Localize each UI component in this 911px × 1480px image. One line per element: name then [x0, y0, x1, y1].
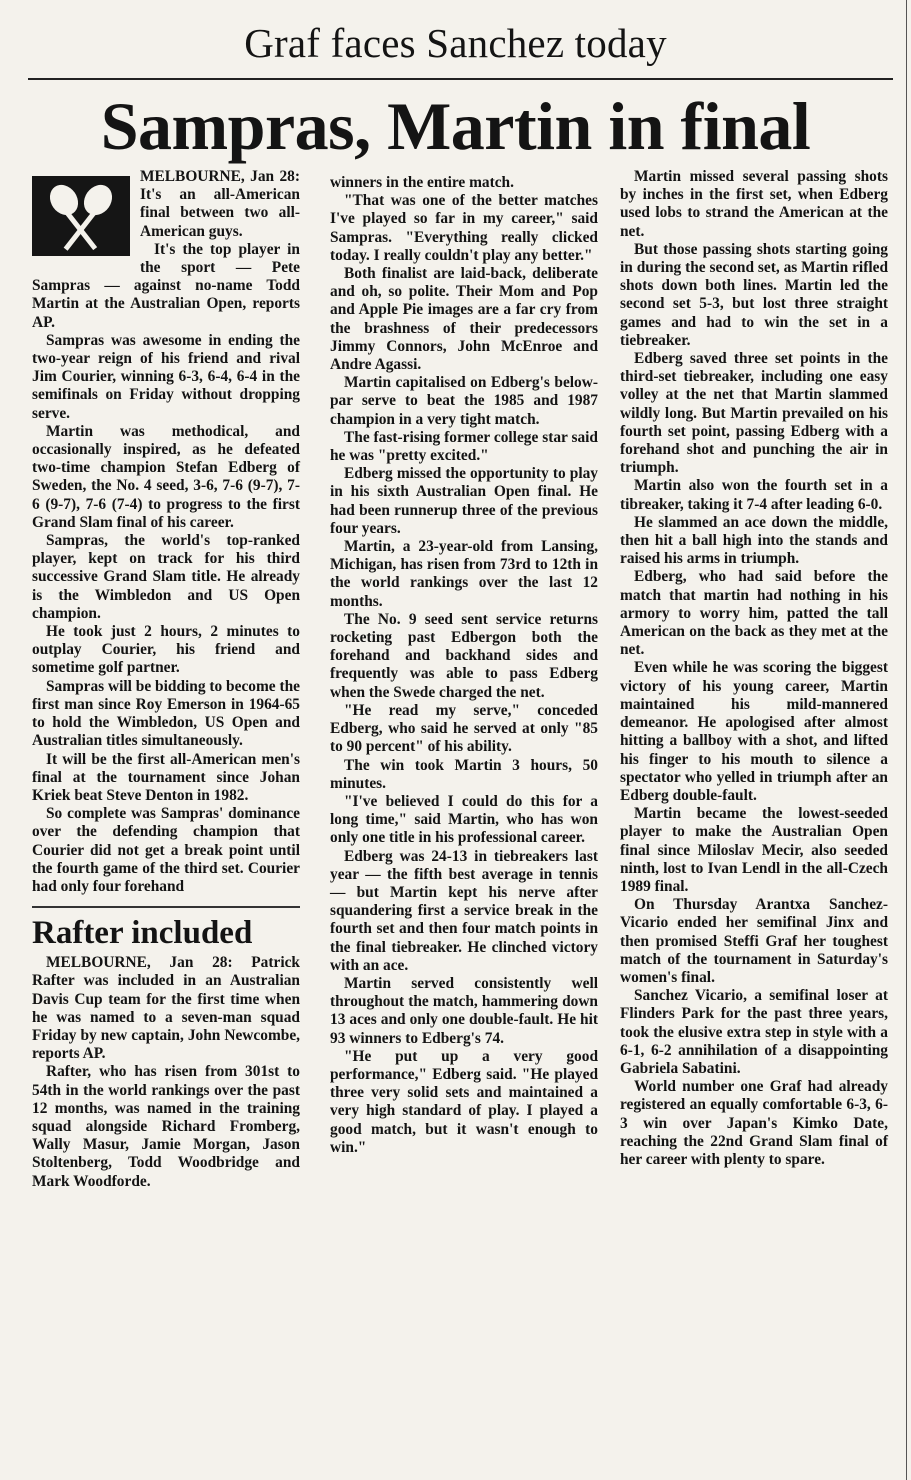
main-paragraph: Martin capitalised on Edberg's below-par serve to beat the 1985 and 1987 champion in a very tight match. — [330, 374, 598, 428]
sidebar-headline: Rafter included — [32, 915, 253, 952]
main-paragraph: Martin served consistently well throughout the match, hammering down 13 aces and only one double-fault. He hit 93 winners to Edberg's 74. — [330, 974, 598, 1047]
main-paragraph: World number one Graf had already registered an equally comfortable 6-3, 6-3 win over Japan's Kimko Date, reaching the 22nd Grand Slam final of her career with plenty to spare. — [620, 1078, 888, 1168]
kicker-headline: Graf faces Sanchez today — [244, 20, 667, 66]
sidebar-paragraph: Rafter, who has risen from 301st to 54th in the world rankings over the past 12 months, was named in the training squad alongside Richard Fromberg, Wally Masur, Jamie Morgan, Jason Stoltenberg, Todd Woodbridge and Mark Woodforde. — [32, 1063, 300, 1190]
main-paragraph: "He put up a very good performance," Edberg said. "He played three very solid sets and maintained a very high standard of play. I played a good match, but it wasn't enough to win." — [330, 1047, 598, 1156]
main-paragraph: winners in the entire match. — [330, 174, 514, 191]
main-paragraph: The fast-rising former college star said he was "pretty excited." — [330, 428, 598, 465]
column-3 — [620, 168, 888, 1169]
main-paragraph: So complete was Sampras' dominance over the defending champion that Courier did not get a break point until the fourth game of the third set. Courier had only four forehand — [32, 805, 300, 895]
main-paragraph: But those passing shots starting going in during the second set, as Martin rifled shots down both lines. Martin led the second set 5-3, but lost three straight games and had to win the set in a tiebreaker. — [620, 240, 888, 349]
main-paragraph: Martin was methodical, and occasionally inspired, as he defeated two-time champion Stefan Edberg of Sweden, the No. 4 seed, 3-6, 7-6 (9-7), 7-6 (9-7), 7-6 (7-4) to progress to the first Grand Slam final of his career. — [32, 422, 300, 531]
main-paragraph: "He read my serve," conceded Edberg, who said he served at only "85 to 90 percent" of his ability. — [330, 701, 598, 756]
main-paragraph: Both finalist are laid-back, deliberate and oh, so polite. Their Mom and Pop and Apple Pie images are a far cry from the brashness of their predecessors Jimmy Connors, John McEnroe and Andre Agassi. — [330, 265, 598, 374]
column-1 — [32, 168, 300, 1191]
main-paragraph: The win took Martin 3 hours, 50 minutes. — [330, 756, 598, 792]
main-paragraph: Edberg, who had said before the match that martin had nothing in his armory to worry him, patted the tall American on the back as they met at the net. — [620, 568, 888, 659]
main-headline: Sampras, Martin in final — [100, 88, 811, 164]
main-paragraph: Sampras was awesome in ending the two-year reign of his friend and rival Jim Courier, winning 6-3, 6-4, 6-4 in the semifinals on Friday without dropping serve. — [32, 331, 300, 422]
main-paragraph: "That was one of the better matches I've played so far in my career," said Sampras. "Everything really clicked today. I really couldn't play any better." — [330, 192, 598, 264]
main-paragraph: He slammed an ace down the middle, then hit a ball high into the stands and raised his arms in triumph. — [620, 513, 888, 568]
main-paragraph: Sampras, the world's top-ranked player, kept on track for his third successive Grand Slam title. He already is the Wimbledon and US Open champion. — [32, 532, 300, 622]
main-paragraph: Sanchez Vicario, a semifinal loser at Flinders Park for the past three years, took the elusive extra step in style with a 6-1, 6-2 annihilation of a disappointing Gabriela Sabatini. — [620, 987, 888, 1077]
main-paragraph: Edberg was 24-13 in tiebreakers last year — the fifth best average in tennis — but Martin kept his nerve after squandering first a service break in the fourth set and then four match points in the final tiebreaker. He clinched victory with an ace. — [330, 847, 598, 974]
column-2 — [330, 174, 598, 1157]
tennis-rackets-icon — [32, 176, 130, 256]
main-paragraph: Martin also won the fourth set in a tibreaker, taking it 7-4 after leading 6-0. — [620, 477, 888, 513]
column-rule-right — [906, 0, 907, 1480]
main-paragraph: It's the top player in the sport — Pete Sampras — against no-name Todd Martin at the Australian Open, reports AP. — [32, 240, 300, 331]
story-separator — [32, 906, 300, 908]
main-paragraph: He took just 2 hours, 2 minutes to outplay Courier, his friend and sometime golf partner. — [32, 623, 300, 677]
sidebar-paragraph: MELBOURNE, Jan 28: Patrick Rafter was included in an Australian Davis Cup team for the first time when he was named to a seven-man squad Friday by new captain, John Newcombe, reports AP. — [32, 954, 300, 1063]
main-paragraph: Sampras will be bidding to become the first man since Roy Emerson in 1964-65 to hold the Wimbledon, US Open and Australian titles simultaneously. — [32, 677, 300, 750]
main-paragraph: The No. 9 seed sent service returns rocketing past Edbergon both the forehand and backhand sides and frequently was able to pass Edberg when the Swede charged the net. — [330, 610, 598, 701]
main-paragraph: MELBOURNE, Jan 28: It's an all-American final between two all-American guys. — [140, 168, 300, 240]
main-paragraph: Edberg missed the opportunity to play in his sixth Australian Open final. He had been runnerup three of the previous four years. — [330, 465, 598, 537]
main-paragraph: Edberg saved three set points in the third-set tiebreaker, including one easy volley at the net that Martin slammed wildly long. But Martin prevailed on his fourth set point, passing Edberg with a forehand shot and punching the air in triumph. — [620, 350, 888, 477]
main-paragraph: Even while he was scoring the biggest victory of his young career, Martin maintained his mild-mannered demeanor. He apologised after almost hitting a ballboy with a shot, and lifted his finger to his mouth to silence a spectator who yelled in triumph after an Edberg double-fault. — [620, 659, 888, 804]
kicker-rule — [28, 78, 893, 80]
main-paragraph: "I've believed I could do this for a long time," said Martin, who has won only one title in his professional career. — [330, 792, 598, 847]
main-paragraph: Martin missed several passing shots by inches in the first set, when Edberg used lobs to strand the American at the net. — [620, 168, 888, 240]
main-paragraph: Martin became the lowest-seeded player to make the Australian Open final since Miloslav Mecir, also seeded ninth, lost to Ivan Lendl in the all-Czech 1989 final. — [620, 805, 888, 895]
main-paragraph: It will be the first all-American men's final at the tournament since Johan Kriek beat Steve Denton in 1982. — [32, 750, 300, 804]
main-paragraph: Martin, a 23-year-old from Lansing, Michigan, has risen from 73rd to 12th in the world rankings over the last 12 months. — [330, 538, 598, 610]
main-paragraph: On Thursday Arantxa Sanchez-Vicario ended her semifinal Jinx and then promised Steffi Graf her toughest match of the tournament in Saturday's women's final. — [620, 896, 888, 986]
